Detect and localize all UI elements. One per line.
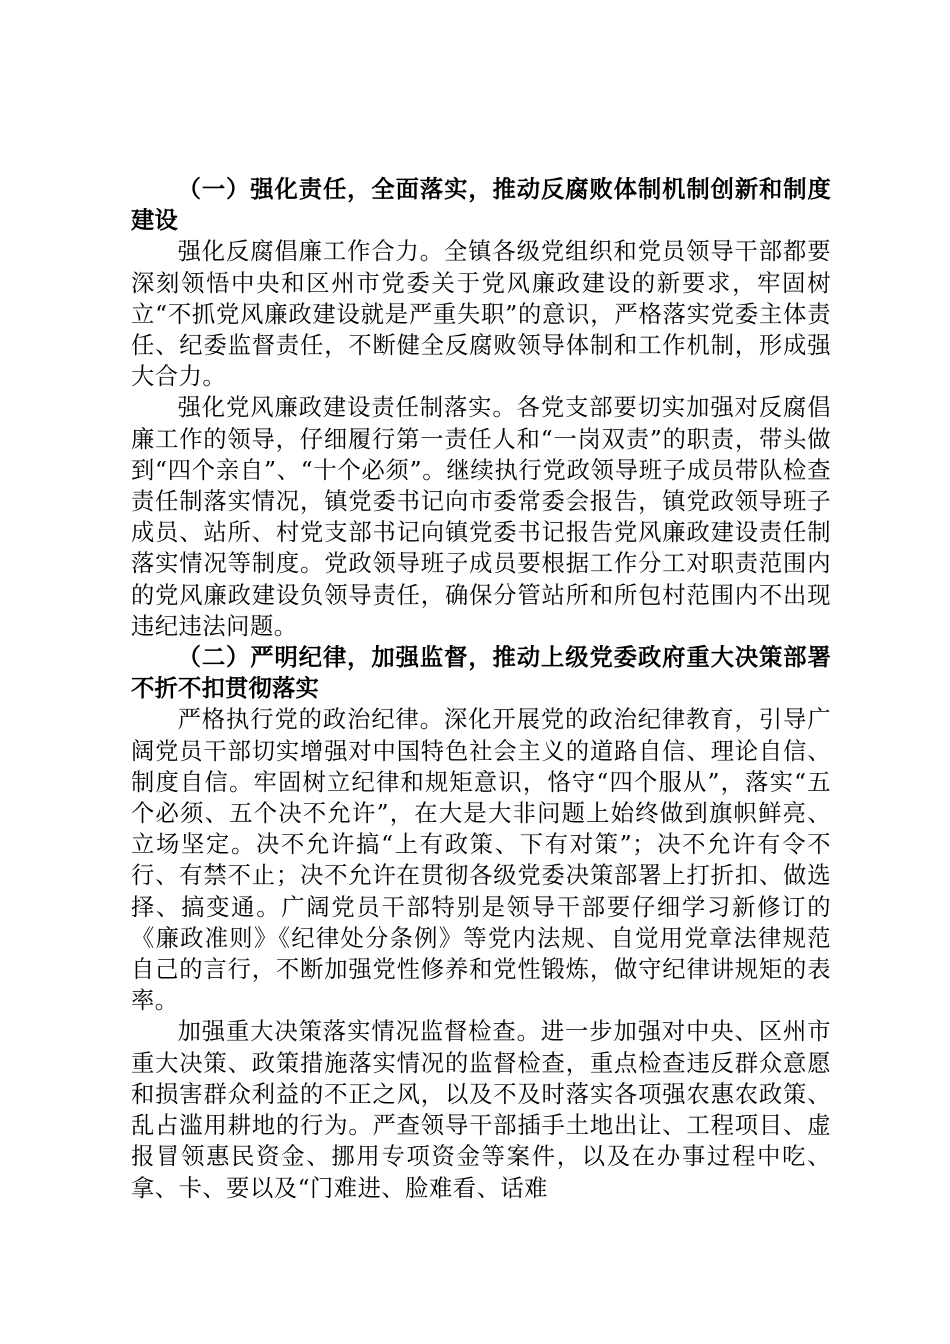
section-heading-1: （一）强化责任，全面落实，推动反腐败体制机制创新和制度建设: [131, 176, 831, 235]
paragraph-2: 强化党风廉政建设责任制落实。各党支部要切实加强对反腐倡廉工作的领导，仔细履行第一责任人和“一岗双责”的职责，带头做到“四个亲自”、“十个必须”。继续执行党政领导班子成员带队检查责任制落实情况，镇党委书记向市委常委会报告，镇党政领导班子成员、站所、村党支部书记向镇党委书记报告党风廉政建设责任制落实情况等制度。党政领导班子成员要根据工作分工对职责范围内的党风廉政建设负领导责任，确保分管站所和所包村范围内不出现违纪违法问题。: [131, 394, 831, 640]
paragraph-3: 严格执行党的政治纪律。深化开展党的政治纪律教育，引导广阔党员干部切实增强对中国特色社会主义的道路自信、理论自信、制度自信。牢固树立纪律和规矩意识，恪守“四个服从”，落实“五个必须、五个决不允许”，在大是大非问题上始终做到旗帜鲜亮、立场坚定。决不允许搞“上有政策、下有对策”；决不允许有令不行、有禁不止；决不允许在贯彻各级党委决策部署上打折扣、做选择、搞变通。广阔党员干部特别是领导干部要仔细学习新修订的《廉政准则》《纪律处分条例》等党内法规、自觉用党章法律规范自己的言行，不断加强党性修养和党性锻炼，做守纪律讲规矩的表率。: [131, 706, 831, 1015]
paragraph-4: 加强重大决策落实情况监督检查。进一步加强对中央、区州市重大决策、政策措施落实情况的监督检查，重点检查违反群众意愿和损害群众利益的不正之风，以及不及时落实各项强农惠农政策、乱占滥用耕地的行为。严查领导干部插手土地出让、工程项目、虚报冒领惠民资金、挪用专项资金等案件，以及在办事过程中吃、拿、卡、要以及“门难进、脸难看、话难: [131, 1018, 831, 1202]
document-page: [131, 174, 831, 1204]
paragraph-1: 强化反腐倡廉工作合力。全镇各级党组织和党员领导干部都要深刻领悟中央和区州市党委关于党风廉政建设的新要求，牢固树立“不抓党风廉政建设就是严重失职”的意识，严格落实党委主体责任、纪委监督责任，不断健全反腐败领导体制和工作机制，形成强大合力。: [131, 238, 831, 391]
section-heading-2: （二）严明纪律，加强监督，推动上级党委政府重大决策部署不折不扣贯彻落实: [131, 644, 831, 703]
